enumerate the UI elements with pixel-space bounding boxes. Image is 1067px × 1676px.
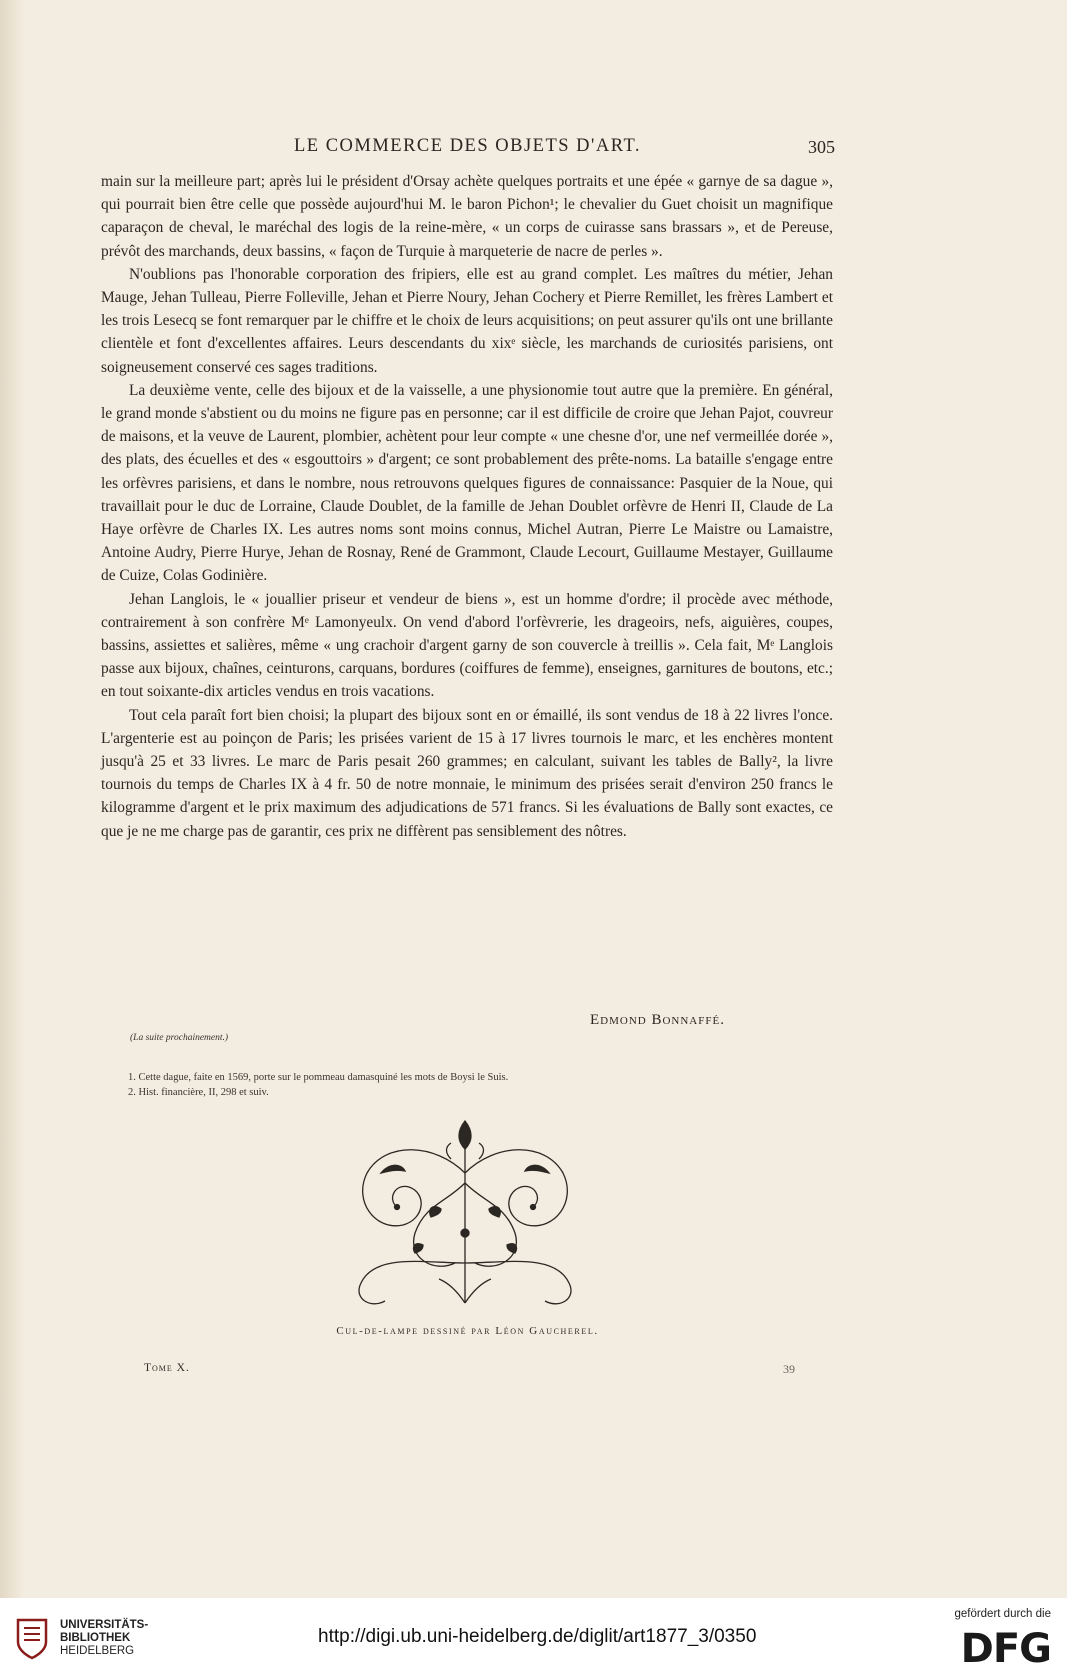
paragraph: main sur la meilleure part; après lui le président d'Orsay achète quelques portraits et une épée « garnye de sa dague », qui pourrait bien être celle que possède aujourd'hui M. le baron Pichon¹; le chevalier du Guet choisit un magnifique caparaçon de cheval, le maréchal des logis de la reine-mère, « un corps de cuirasse sans brassars », et de Pereuse, prévôt des marchands, deux bassins, « façon de Turquie à marqueterie de nacre de perles ». [101, 173, 833, 260]
page-number: 305 [808, 137, 835, 157]
university-seal-icon [14, 1616, 50, 1660]
footnote: 2. Hist. financière, II, 298 et suiv. [128, 1087, 269, 1098]
footnote: 1. Cette dague, faite en 1569, porte sur le pommeau damasquiné les mots de Boysi le Suis. [128, 1072, 509, 1083]
volume-mark: Tome X. [144, 1362, 190, 1374]
institution-name [60, 1619, 148, 1658]
continuation-note: (La suite prochainement.) [130, 1033, 229, 1043]
institution-line: UNIVERSITÄTS- [60, 1619, 149, 1631]
paragraph: Jehan Langlois, le « jouallier priseur et vendeur de biens », est un homme d'ordre; il procède avec méthode, contrairement à son confrère Mᵉ Lamonyeulx. On vend d'abord l'orfèvrerie, les drageoirs, nefs, aiguières, coupes, bassins, assiettes et salières, même « ung crachoir d'argent garny de son couvercle à treillis ». Cela fait, Mᵉ Langlois passe aux bijoux, chaînes, ceinturons, carquans, bordures (coiffures de femme), enseignes, garnitures de boutons, etc.; en tout soixante-dix articles vendus en trois vacations. [101, 590, 833, 701]
author-signature: Edmond Bonnaffé. [590, 1012, 725, 1028]
footnotes [128, 1070, 778, 1100]
ornament-caption: Cul-de-lampe dessiné par Léon Gaucherel. [336, 1325, 599, 1337]
article-body [101, 170, 833, 843]
paragraph: Tout cela paraît fort bien choisi; la plupart des bijoux sont en or émaillé, ils sont vendus de 18 à 22 livres l'once. L'argenterie est au poinçon de Paris; les prisées varient de 15 à 17 livres tournois le marc, et les enchères montent jusqu'à 25 et 33 livres. Le marc de Paris pesait 260 grammes; en calculant, suivant les tables de Bally², la livre tournois du temps de Charles IX à 4 fr. 50 de notre monnaie, le minimum des prisées serait d'environ 250 francs le kilogramme d'argent et le prix maximum des adjudications de 571 francs. Si les évaluations de Bally sont exactes, ce que je ne me charge pas de garantir, ces prix ne diffèrent pas sensiblement des nôtres. [101, 706, 833, 840]
signature-mark: 39 [783, 1362, 795, 1376]
funded-by-label: gefördert durch die [954, 1608, 1051, 1620]
cul-de-lampe-ornament [345, 1113, 585, 1323]
running-head [100, 136, 835, 162]
paragraph: La deuxième vente, celle des bijoux et de la vaisselle, a une physionomie tout autre que la première. En général, le grand monde s'abstient ou du moins ne figure pas en personne; car il est difficile de croire que Jehan Pajot, couvreur de maisons, et la veuve de Laurent, plombier, achètent pour leur compte « une chesne d'or, une nef vermeillée dorée », des plats, des écuelles et des « esgouttoirs » d'argent; ce sont probablement des prête-noms. La bataille s'engage entre les orfèvres parisiens, et dans le nombre, nous retrouvons quelques figures de connaissance: Pasquier de la Noue, qui travaillait pour le duc de Lorraine, Claude Doublet, de la famille de Jehan Doublet orfèvre de Henri II, Claude de La Haye orfèvre de Charles IX. Les autres noms sont moins connus, Michel Autran, Pierre Le Maistre ou Lamaistre, Antoine Audry, Pierre Hurye, Jehan de Rosnay, René de Grammont, Claude Lecourt, Guillaume Mestayer, Guillaume de Cuize, Colas Godinière. [101, 381, 833, 585]
dfg-logo: DFG [960, 1626, 1051, 1672]
institution-line: HEIDELBERG [60, 1645, 135, 1657]
library-footer [0, 1598, 1067, 1676]
permalink-url[interactable]: http://digi.ub.uni-heidelberg.de/diglit/art1877_3/0350 [318, 1626, 757, 1647]
running-title: LE COMMERCE DES OBJETS D'ART. [293, 136, 642, 156]
institution-line: BIBLIOTHEK [60, 1632, 131, 1644]
paragraph: N'oublions pas l'honorable corporation des fripiers, elle est au grand complet. Les maîtres du métier, Jehan Mauge, Jehan Tulleau, Pierre Folleville, Jehan et Pierre Noury, Jehan Cochery et Pierre Remillet, les frères Lambert et les trois Lesecq se font remarquer par le chiffre et le choix de leurs acquisitions; on peut assurer qu'ils ont une brillante clientèle et font d'excellentes affaires. Leurs descendants du xixᵉ siècle, les marchands de curiosités parisiens, ont soigneusement conservé ces sages traditions. [101, 265, 833, 376]
